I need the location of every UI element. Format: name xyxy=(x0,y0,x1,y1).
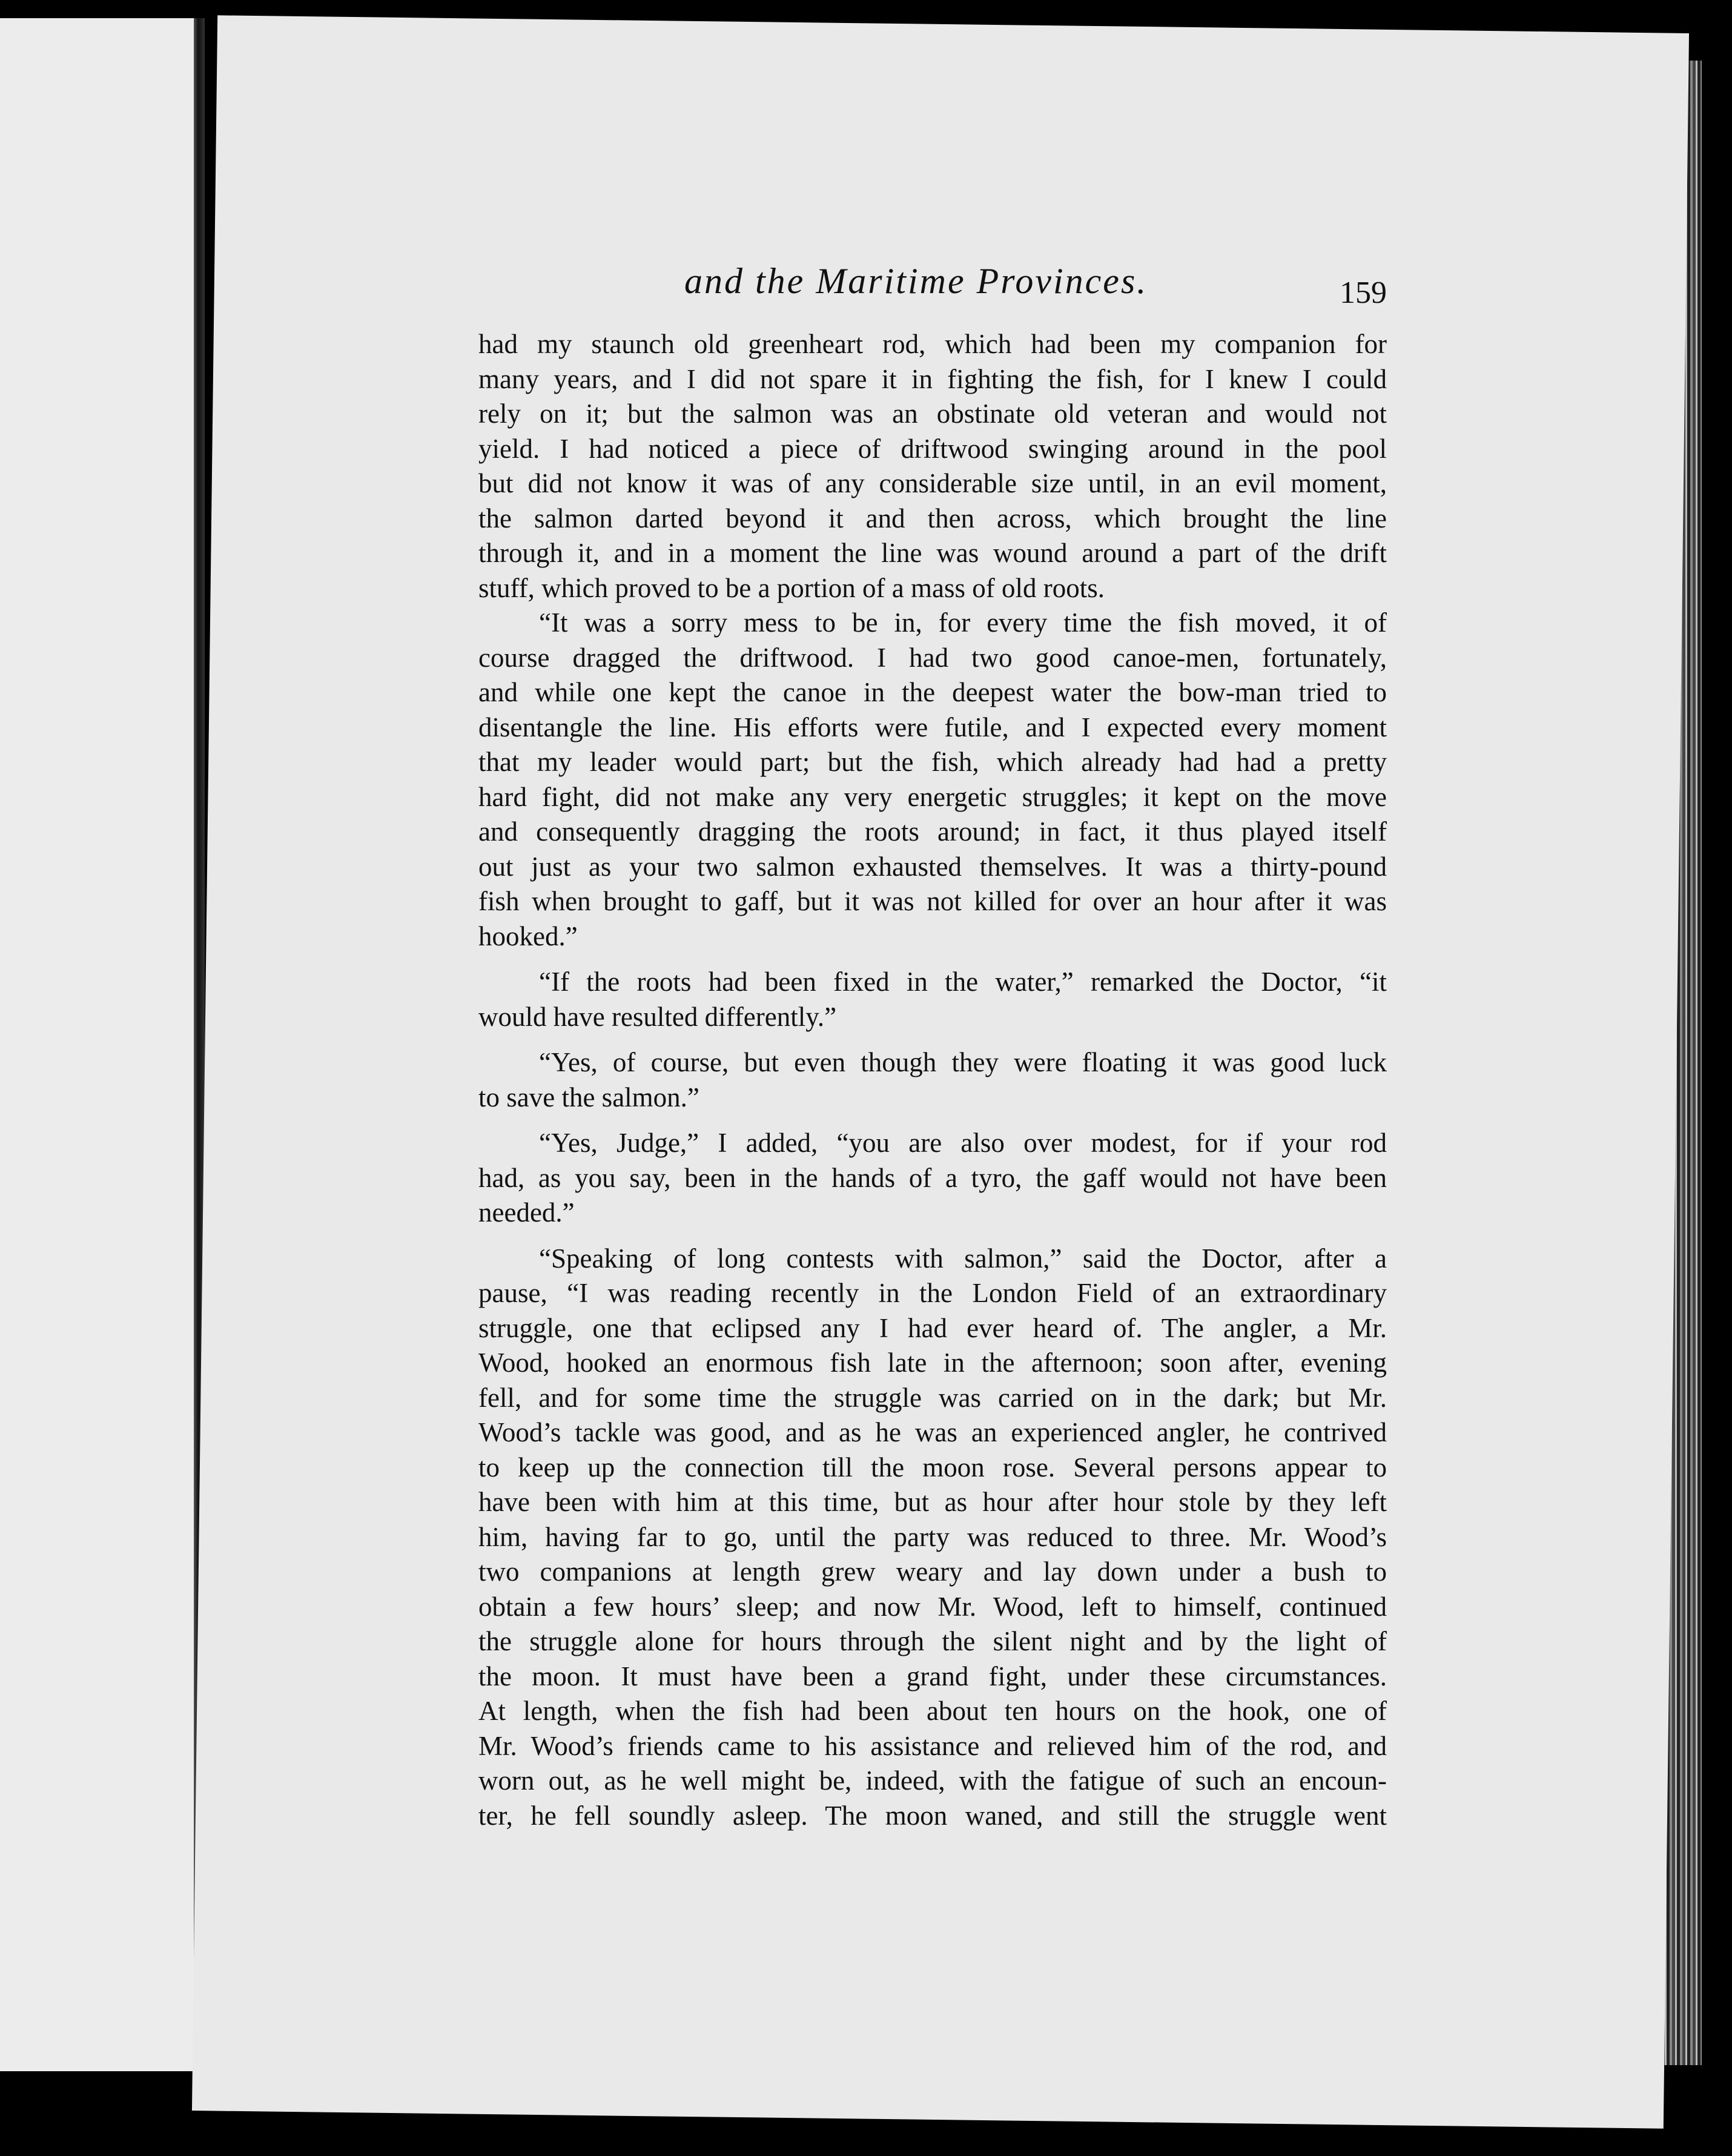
text-line: had, as you say, been in the hands of a tyro, the gaff would not have been xyxy=(478,1162,1387,1193)
text-line: hooked.” xyxy=(478,921,578,951)
page-header xyxy=(503,248,1387,315)
text-line: to save the salmon.” xyxy=(478,1082,699,1113)
facing-page xyxy=(0,18,194,2071)
text-line: that my leader would part; but the fish, which already had had a pretty xyxy=(478,747,1387,777)
text-line: disentangle the line. His efforts were futile, and I expected every moment xyxy=(478,712,1387,742)
body-text xyxy=(478,327,1387,1833)
text-line: ter, he fell soundly asleep. The moon waned, and still the struggle went xyxy=(478,1800,1387,1831)
text-line: out just as your two salmon exhausted themselves. It was a thirty-pound xyxy=(478,851,1387,882)
text-line: to keep up the connection till the moon rose. Several persons appear to xyxy=(478,1452,1387,1483)
text-line: obtain a few hours’ sleep; and now Mr. Wood, left to himself, continued xyxy=(478,1591,1387,1622)
text-line: At length, when the fish had been about ten hours on the hook, one of xyxy=(478,1696,1387,1726)
paragraph xyxy=(478,606,1387,954)
paragraph xyxy=(478,1126,1387,1231)
text-line: yield. I had noticed a piece of driftwood swinging around in the pool xyxy=(478,433,1387,464)
paragraph xyxy=(478,1242,1387,1834)
text-line: the salmon darted beyond it and then across, which brought the line xyxy=(478,503,1387,534)
text-line: hard fight, did not make any very energetic struggles; it kept on the move xyxy=(478,781,1387,812)
paragraph xyxy=(478,1045,1387,1115)
text-line: Wood, hooked an enormous fish late in the afternoon; soon after, evening xyxy=(478,1348,1387,1378)
text-line: “Speaking of long contests with salmon,” said the Doctor, after a xyxy=(539,1243,1387,1274)
text-line: and consequently dragging the roots around; in fact, it thus played itself xyxy=(478,816,1387,847)
text-line: and while one kept the canoe in the deepest water the bow-man tried to xyxy=(478,677,1387,707)
text-line: course dragged the driftwood. I had two good canoe-men, fortunately, xyxy=(478,642,1387,673)
text-line: many years, and I did not spare it in fighting the fish, for I knew I could xyxy=(478,363,1387,394)
text-line: “Yes, Judge,” I added, “you are also over modest, for if your rod xyxy=(539,1128,1387,1158)
text-line: the moon. It must have been a grand fight, under these circumstances. xyxy=(478,1661,1387,1691)
text-line: fish when brought to gaff, but it was not killed for over an hour after it was xyxy=(478,886,1387,916)
paragraph xyxy=(478,965,1387,1034)
text-line: but did not know it was of any considerable size until, in an evil moment, xyxy=(478,468,1387,498)
running-head: and the Maritime Provinces. xyxy=(684,261,1148,301)
text-line: “If the roots had been fixed in the water,” remarked the Doctor, “it xyxy=(539,967,1387,997)
text-line: the struggle alone for hours through the silent night and by the light of xyxy=(478,1626,1387,1656)
text-line: Wood’s tackle was good, and as he was an experienced angler, he contrived xyxy=(478,1417,1387,1447)
page-number: 159 xyxy=(1340,276,1387,310)
text-line: him, having far to go, until the party was reduced to three. Mr. Wood’s xyxy=(478,1521,1387,1552)
text-line: struggle, one that eclipsed any I had ever heard of. The angler, a Mr. xyxy=(478,1312,1387,1343)
text-line: two companions at length grew weary and lay down under a bush to xyxy=(478,1556,1387,1587)
text-line: through it, and in a moment the line was wound around a part of the drift xyxy=(478,538,1387,568)
text-line: pause, “I was reading recently in the London Field of an extraordinary xyxy=(478,1278,1387,1308)
text-line: fell, and for some time the struggle was carried on in the dark; but Mr. xyxy=(478,1382,1387,1413)
text-line: “It was a sorry mess to be in, for every time the fish moved, it of xyxy=(539,607,1387,638)
text-line: needed.” xyxy=(478,1197,575,1228)
text-line: Mr. Wood’s friends came to his assistance and relieved him of the rod, and xyxy=(478,1730,1387,1761)
text-line: worn out, as he well might be, indeed, with the fatigue of such an encoun- xyxy=(478,1765,1387,1796)
text-line: “Yes, of course, but even though they were floating it was good luck xyxy=(539,1047,1387,1077)
paragraph xyxy=(478,327,1387,606)
text-line: had my staunch old greenheart rod, which had been my companion for xyxy=(478,329,1387,359)
text-line: rely on it; but the salmon was an obstinate old veteran and would not xyxy=(478,398,1387,429)
text-line: have been with him at this time, but as hour after hour stole by they left xyxy=(478,1487,1387,1517)
text-line: stuff, which proved to be a portion of a mass of old roots. xyxy=(478,572,1105,603)
text-line: would have resulted differently.” xyxy=(478,1001,837,1032)
